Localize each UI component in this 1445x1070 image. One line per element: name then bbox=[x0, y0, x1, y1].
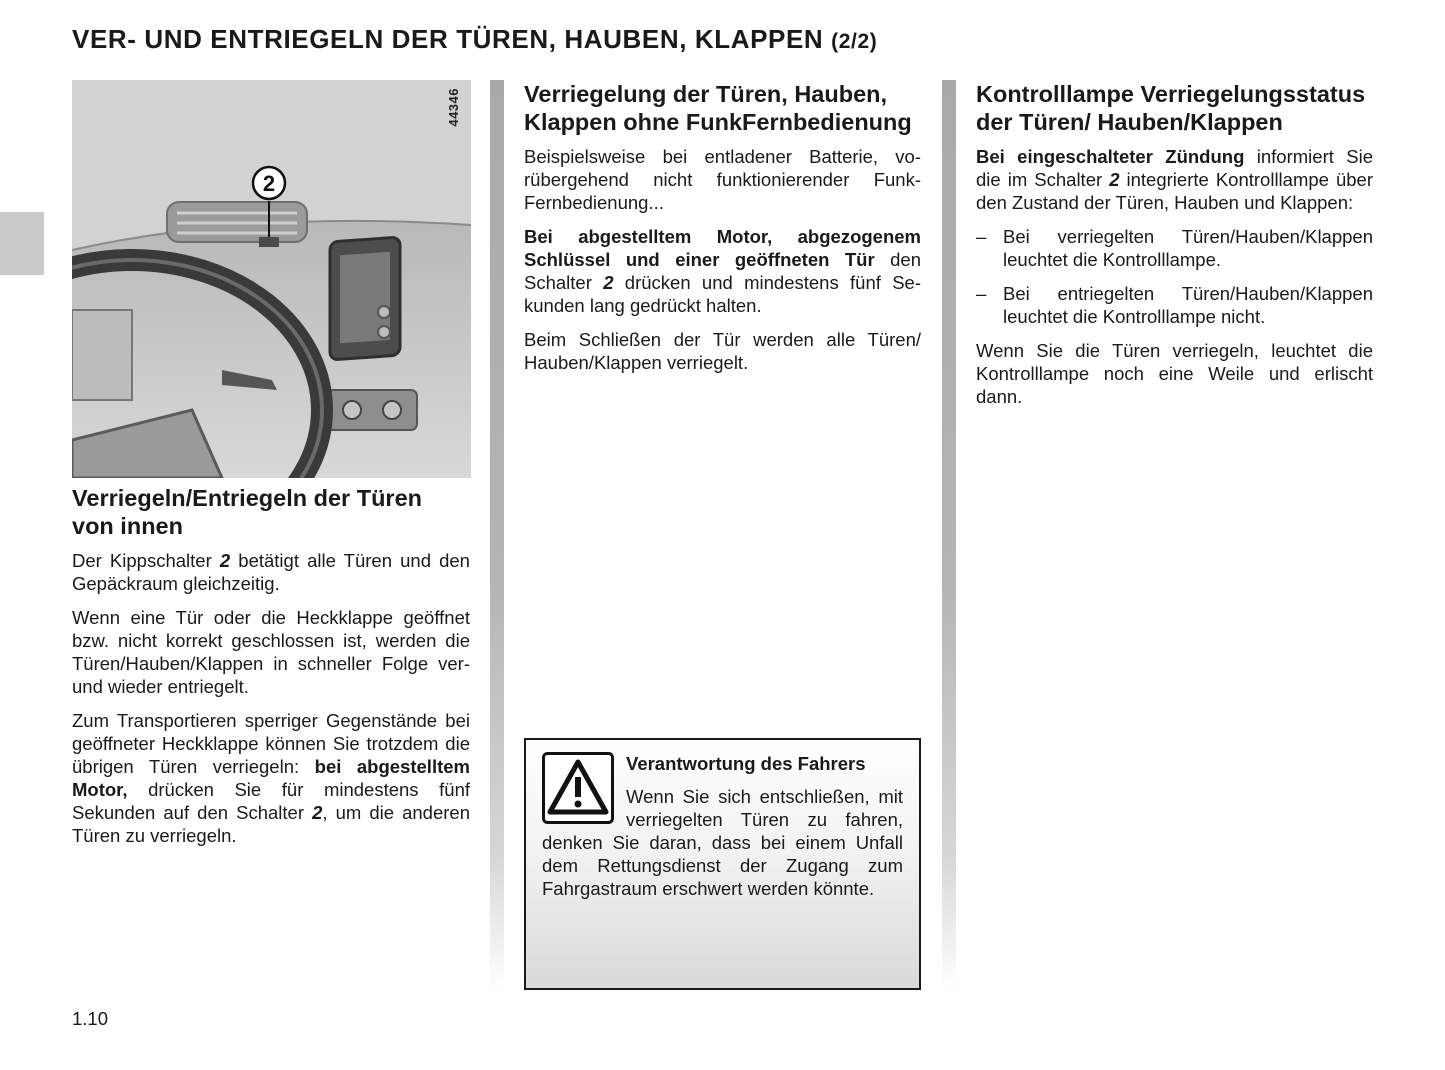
page-title-text: VER- UND ENTRIEGELN DER TÜREN, HAUBEN, KLAPPEN bbox=[72, 24, 824, 54]
page-number: 1.10 bbox=[72, 1008, 109, 1029]
column-3 bbox=[976, 80, 1373, 419]
text: integrierte Kontrolllampe über den Zustand der Türen, Hauben und Klappen: bbox=[976, 169, 1373, 213]
paragraph-toggle-switch bbox=[72, 549, 470, 595]
warning-title: Verantwortung des Fahrers bbox=[626, 753, 866, 774]
section-heading-interior: Verriegeln/Entriegeln der Türen von innen bbox=[72, 485, 422, 539]
section-heading-no-remote: Verriegelung der Türen, Hauben, Klappen ohne FunkFernbedienung bbox=[524, 81, 912, 135]
page-title-suffix: (2/2) bbox=[831, 30, 878, 53]
list-item-text: Bei entriegelten Türen/Hauben/Klappen leuchtet die Kontrolllampe nicht. bbox=[1003, 283, 1373, 327]
warning-text: Wenn Sie sich entschließen, mit verriegelten Türen zu fahren, denken Sie daran, dass bei einem Unfall dem Rettungsdienst der Zugang zum Fahrgastraum erschwert werden könnte. bbox=[542, 786, 903, 899]
section-heading-indicator: Kontrolllampe Verriegelungsstatus der Türen/ Hauben/Klappen bbox=[976, 81, 1366, 135]
emphasis: Bei eingeschalteter Zündung bbox=[976, 146, 1245, 167]
switch-ref: 2 bbox=[219, 550, 231, 571]
switch-ref: 2 bbox=[312, 802, 323, 823]
paragraph-transport bbox=[72, 709, 470, 847]
dash-marker: – bbox=[976, 226, 987, 247]
dashboard-drawing bbox=[72, 80, 471, 478]
column-divider-2 bbox=[942, 80, 956, 990]
paragraph-door-open: Wenn eine Tür oder die Heckklappe geöffnet bzw. nicht korrekt geschlossen ist, werden die Türen/Hauben/Klappen in schneller Folge ver- und wieder entriegelt. bbox=[72, 607, 470, 697]
page-title bbox=[72, 24, 877, 55]
warning-box bbox=[524, 738, 921, 990]
list-item bbox=[976, 225, 1373, 271]
text: drücken Sie für mindestens fünf Sekunden auf den Schalter bbox=[72, 779, 470, 823]
text: Der Kippschalter bbox=[72, 550, 220, 571]
dashboard-illustration bbox=[72, 80, 471, 478]
column-2 bbox=[524, 80, 921, 385]
text: den Schalter bbox=[524, 249, 921, 293]
text: betätigt alle Türen und den Gepäckraum gleichzeitig. bbox=[72, 550, 470, 594]
callout-label: 2 bbox=[262, 171, 276, 196]
paragraph-battery: Beispielsweise bei entladener Batterie, vorübergehend nicht funktionierender FunkFernbedienung... bbox=[524, 146, 921, 213]
dash-marker: – bbox=[976, 283, 987, 304]
lock-switch bbox=[259, 237, 279, 247]
climate-controls bbox=[327, 390, 417, 430]
warning-triangle-icon bbox=[542, 752, 614, 824]
paragraph-door-close: Beim Schließen der Tür werden alle Türen/ Hauben/Klappen verriegelt. bbox=[524, 329, 921, 373]
list-item bbox=[976, 282, 1373, 328]
switch-ref: 2 bbox=[1109, 169, 1120, 190]
paragraph-engine-off bbox=[524, 225, 921, 317]
section-tab bbox=[0, 212, 44, 275]
text: drücken und mindestens fünf Sekunden lang gedrückt halten. bbox=[524, 272, 921, 316]
text: informiert Sie die im Schalter bbox=[976, 146, 1373, 190]
list-item-text: Bei verriegelten Türen/Hauben/Klappen leuchtet die Kontrolllampe. bbox=[1003, 226, 1373, 270]
figure-number: 44346 bbox=[446, 88, 461, 127]
paragraph-lamp-duration: Wenn Sie die Türen verriegeln, leuchtet die Kontrolllampe noch eine Weile und erlischt dann. bbox=[976, 340, 1373, 407]
switch-ref: 2 bbox=[603, 272, 614, 293]
column-divider-1 bbox=[490, 80, 504, 990]
text: Zum Transportieren sperriger Gegenstände bei geöffneter Heckklappe können Sie trotzdem die übrigen Türen verriegeln: bbox=[72, 710, 470, 777]
status-list bbox=[976, 225, 1373, 328]
text: , um die anderen Türen zu verriegeln. bbox=[72, 802, 470, 846]
column-1 bbox=[72, 80, 470, 858]
emphasis: bei abgestelltem Motor, bbox=[72, 756, 470, 800]
emphasis: Bei abgestelltem Motor, abgezogenem Schlüssel und einer geöffneten Tür bbox=[524, 226, 921, 270]
paragraph-ignition bbox=[976, 145, 1373, 214]
